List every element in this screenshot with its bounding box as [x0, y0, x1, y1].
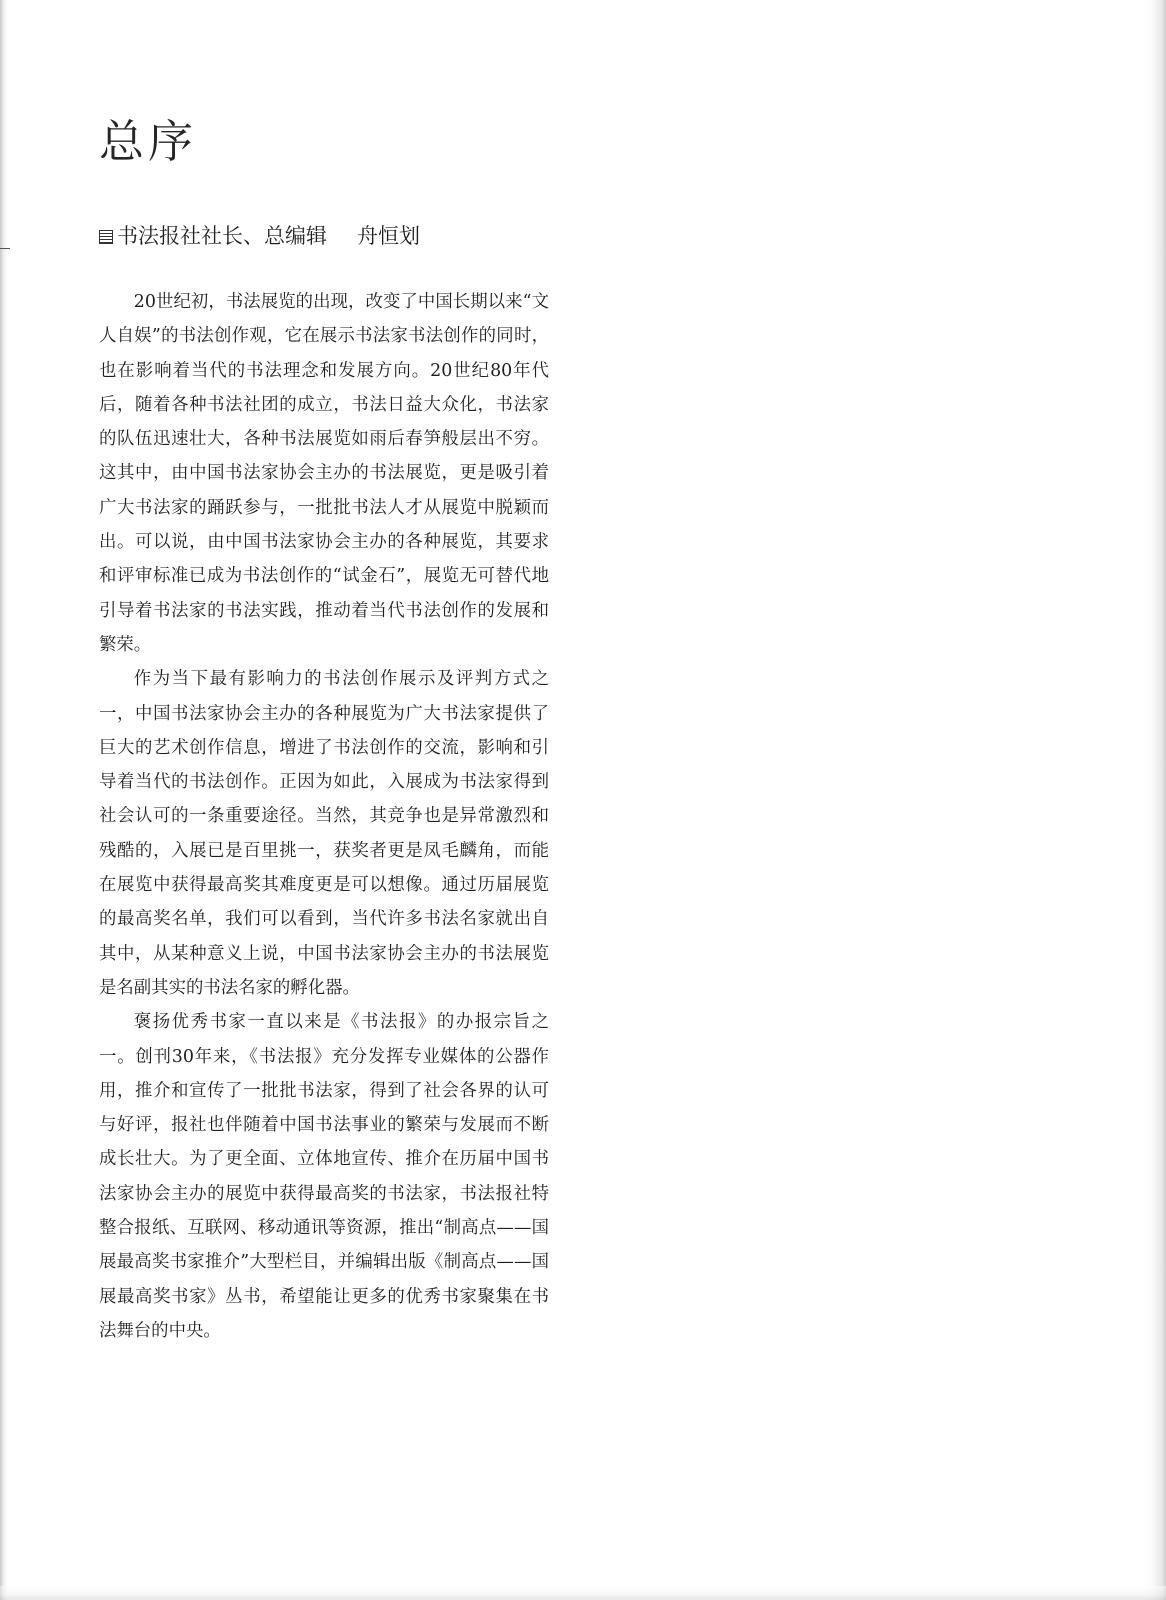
byline-marker-icon: [99, 230, 113, 244]
byline-author: 舟恒划: [357, 224, 420, 248]
paragraph: 20世纪初，书法展览的出现，改变了中国长期以来“文人自娱”的书法创作观，它在展示书法家书法创作的同时，也在影响着当代的书法理念和发展方向。20世纪80年代后，随着各种书法社团的成立，书法日益大众化，书法家的队伍迅速壮大，各种书法展览如雨后春笋般层出不穷。这其中，由中国书法家协会主办的书法展览，更是吸引着广大书法家的踊跃参与，一批批书法人才从展览中脱颖而出。可以说，由中国书法家协会主办的各种展览，其要求和评审标准已成为书法创作的“试金石”，展览无可替代地引导着书法家的书法实践，推动着当代书法创作的发展和繁荣。: [99, 292, 549, 655]
scan-shadow-bottom: [0, 1586, 1166, 1600]
paragraph: 褒扬优秀书家一直以来是《书法报》的办报宗旨之一。创刊30年来，《书法报》充分发挥专业媒体的公器作用，推介和宣传了一批批书法家，得到了社会各界的认可与好评，报社也伴随着中国书法事业的繁荣与发展而不断成长壮大。为了更全面、立体地宣传、推介在历届中国书法家协会主办的展览中获得最高奖的书法家，书法报社特整合报纸、互联网、移动通讯等资源，推出“制高点——国展最高奖书家推介”大型栏目，并编辑出版《制高点——国展最高奖书家》丛书，希望能让更多的优秀书家聚集在书法舞台的中央。: [99, 1012, 549, 1341]
byline: [99, 221, 420, 251]
article-body: [99, 285, 549, 1348]
scan-shadow-left: [0, 0, 8, 1600]
paragraph: 作为当下最有影响力的书法创作展示及评判方式之一，中国书法家协会主办的各种展览为广大书法家提供了巨大的艺术创作信息，增进了书法创作的交流，影响和引导着当代的书法创作。正因为如此，入展成为书法家得到社会认可的一条重要途径。当然，其竞争也是异常激烈和残酷的，入展已是百里挑一，获奖者更是凤毛麟角，而能在展览中获得最高奖其难度更是可以想像。通过历届展览的最高奖名单，我们可以看到，当代许多书法名家就出自其中，从某种意义上说，中国书法家协会主办的书法展览是名副其实的书法名家的孵化器。: [99, 669, 549, 998]
byline-affiliation: 书法报社社长、总编辑: [117, 224, 327, 248]
scan-mark: [0, 248, 10, 249]
page-title: 总序: [99, 115, 198, 168]
scan-shadow-right: [1144, 0, 1166, 1600]
